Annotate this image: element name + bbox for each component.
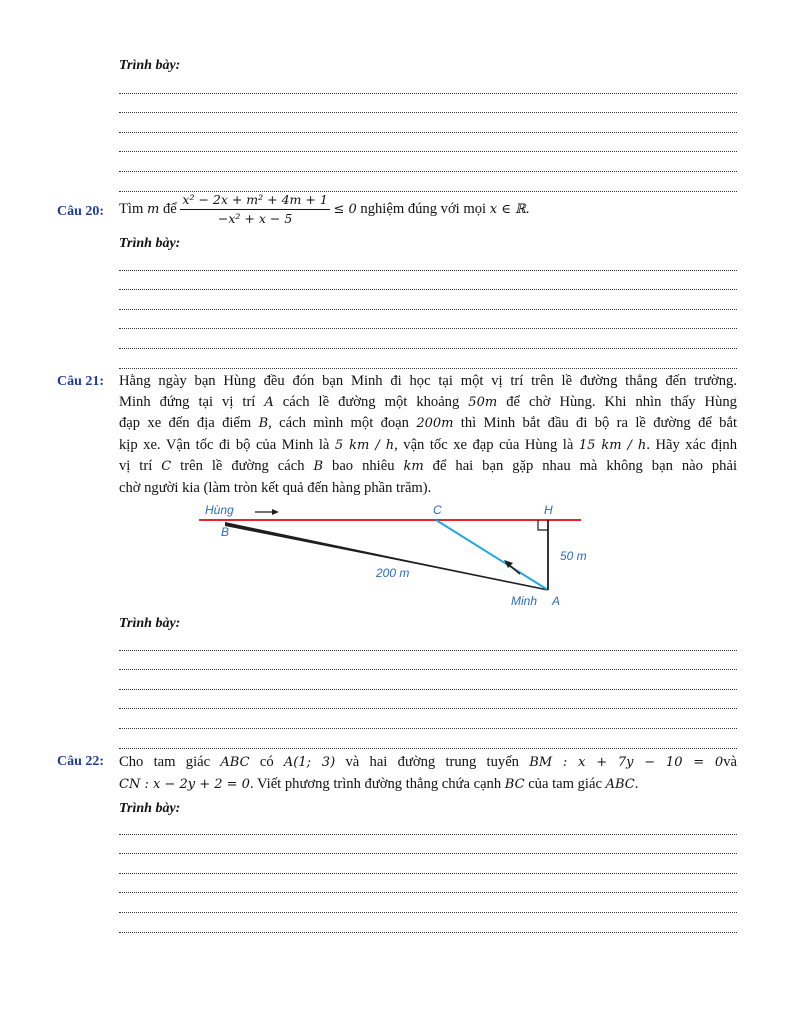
q20-var-m: m — [146, 201, 160, 217]
answer-lines — [119, 631, 737, 749]
label-minh: Minh — [511, 594, 538, 608]
answer-line — [119, 815, 737, 835]
unit-km: km — [403, 459, 424, 474]
answer-line — [119, 874, 737, 894]
answer-label: Trình bày: — [119, 236, 181, 251]
q20-numerator: x² − 2x + m² + 4m + 1 — [180, 192, 329, 210]
answer-line — [119, 835, 737, 855]
label-C: C — [433, 503, 442, 517]
question-21-text — [119, 371, 737, 498]
point-A: A — [264, 394, 274, 410]
point-B: B — [313, 459, 324, 474]
label-A: A — [552, 594, 561, 608]
q21-line-6: chờ người kia (làm tròn kết quả đến hàng phần trăm). — [119, 479, 432, 496]
answer-line — [119, 310, 737, 330]
answer-line — [119, 631, 737, 651]
answer-label: Trình bày: — [119, 616, 181, 631]
triangle-ABC: ABC — [605, 776, 635, 792]
answer-line — [119, 290, 737, 310]
answer-line — [119, 251, 737, 271]
q21-line-2: Minh đứng tại vị trí A cách lề đường một khoảng 50m để chờ Hùng. Khi nhìn thấy Hùng — [119, 393, 737, 410]
distance-200m: 200m — [416, 416, 454, 431]
answer-line — [119, 271, 737, 291]
label-B: B — [221, 525, 230, 539]
right-angle-mark — [538, 520, 548, 530]
q20-text-c: nghiệm đúng với mọi — [360, 200, 487, 217]
answer-line — [119, 651, 737, 671]
answer-label: Trình bày: — [119, 801, 181, 816]
point-A-coords: A(1; 3) — [283, 755, 336, 770]
q20-inequality: ≤ 0 — [333, 201, 357, 217]
answer-line — [119, 709, 737, 729]
q21-line-3: đạp xe đến địa điểm B, cách mình một đoạn 200m thì Minh bắt đầu đi bộ ra lề đường để bắt — [119, 415, 737, 431]
speed-bike: 15 km / h — [578, 437, 647, 453]
label-hung: Hùng — [205, 503, 234, 517]
q21-line-5: vị trí C trên lề đường cách B bao nhiêu km để hai bạn gặp nhau mà không bạn nào phải — [119, 458, 737, 474]
q22-line-2: CN : x − 2y + 2 = 0. Viết phương trình đường thẳng chứa cạnh BC của tam giác ABC. — [119, 775, 639, 792]
question-21-number: Câu 21: — [57, 374, 105, 389]
answer-line — [119, 74, 737, 94]
q22-line-1: Cho tam giác ABC có A(1; 3) và hai đường trung tuyến BM : x + 7y − 10 = 0và — [119, 754, 737, 770]
answer-line — [119, 893, 737, 913]
q21-line-1: Hằng ngày bạn Hùng đều đón bạn Minh đi học tại một vị trí trên lề đường thẳng đến trường. — [119, 373, 737, 389]
speed-walk: 5 km / h — [334, 437, 395, 453]
answer-line — [119, 329, 737, 349]
path-A-to-C — [436, 520, 548, 590]
question-20-text — [119, 192, 737, 227]
distance-50m: 50m — [468, 394, 498, 410]
q20-period: . — [525, 200, 530, 217]
answer-line — [119, 94, 737, 114]
answer-line — [119, 172, 737, 192]
question-20-number: Câu 20: — [57, 204, 105, 219]
triangle-ABC: ABC — [220, 755, 250, 770]
road-diagram — [195, 498, 595, 613]
q20-fraction — [180, 192, 329, 227]
side-BC: BC — [504, 776, 525, 792]
answer-lines — [119, 74, 737, 192]
q20-denominator: −x² + x − 5 — [217, 211, 293, 226]
answer-line — [119, 690, 737, 710]
point-C: C — [161, 459, 172, 474]
answer-lines — [119, 815, 737, 933]
answer-line — [119, 854, 737, 874]
question-22-text — [119, 752, 737, 795]
answer-line — [119, 113, 737, 133]
answer-line — [119, 349, 737, 369]
answer-line — [119, 133, 737, 153]
median-BM: BM : x + 7y − 10 = 0 — [529, 755, 724, 770]
answer-line — [119, 913, 737, 933]
answer-line — [119, 152, 737, 172]
question-22-number: Câu 22: — [57, 754, 105, 769]
answer-line — [119, 670, 737, 690]
label-50m: 50 m — [560, 549, 587, 563]
label-200m: 200 m — [376, 566, 410, 580]
label-H: H — [544, 503, 553, 517]
answer-label: Trình bày: — [119, 58, 181, 73]
point-B: B — [258, 416, 269, 431]
q20-text-a: Tìm — [119, 200, 144, 217]
q20-domain: x ∈ ℝ — [489, 201, 526, 217]
answer-line — [119, 729, 737, 749]
q20-text-b: để — [162, 200, 177, 217]
q21-line-4: kịp xe. Vận tốc đi bộ của Minh là 5 km / h, vận tốc xe đạp của Hùng là 15 km / h. Hãy xác định — [119, 436, 738, 453]
median-CN: CN : x − 2y + 2 = 0 — [119, 776, 250, 792]
answer-lines — [119, 251, 737, 369]
